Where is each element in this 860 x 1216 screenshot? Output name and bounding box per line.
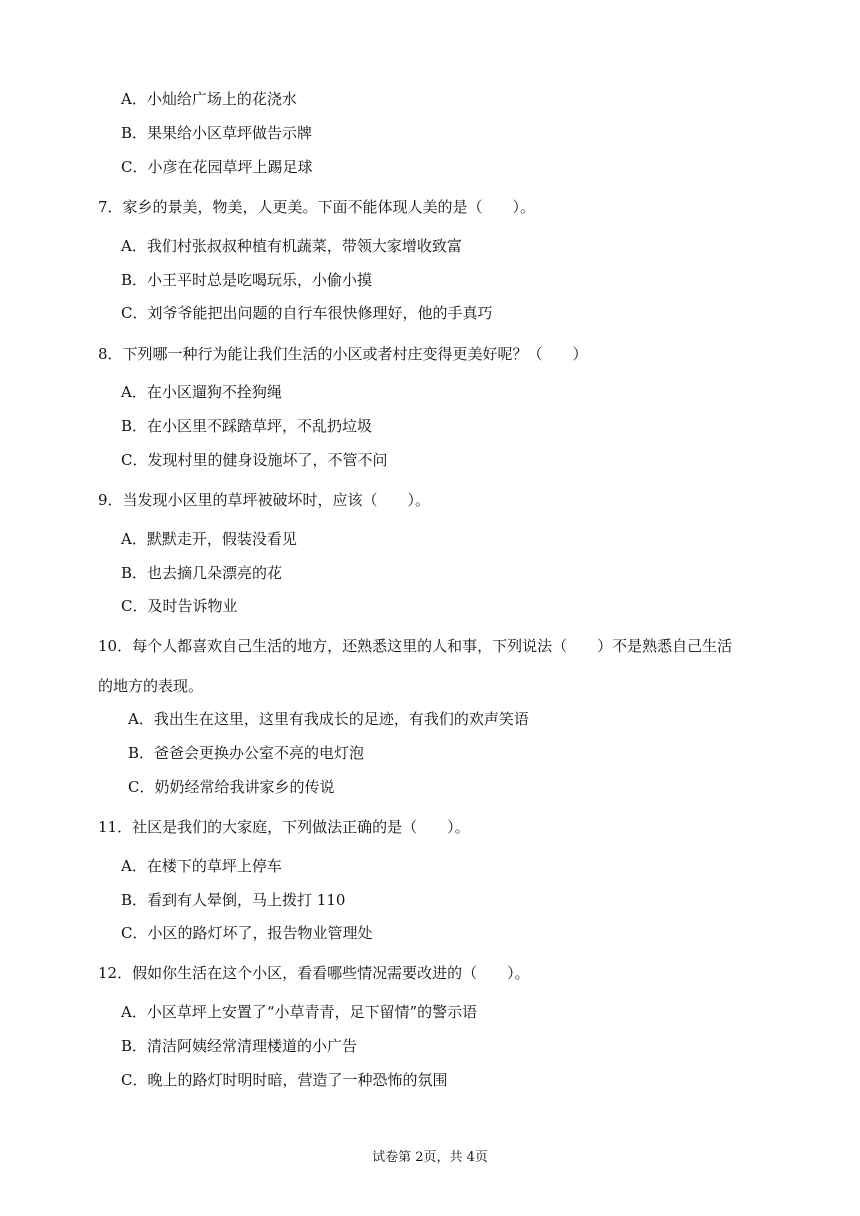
q8-stem: 8．下列哪一种行为能让我们生活的小区或者村庄变得更美好呢？（ ）: [98, 345, 588, 363]
q12-option-b: B．清洁阿姨经常清理楼道的小广告: [121, 1037, 358, 1055]
q8-option-a: A．在小区遛狗不拴狗绳: [121, 383, 282, 401]
q8-option-b: B．在小区里不踩踏草坪，不乱扔垃圾: [121, 417, 373, 435]
q7-stem: 7．家乡的景美，物美，人更美。下面不能体现人美的是（ ）。: [98, 198, 536, 216]
q7-option-c: C．刘爷爷能把出问题的自行车很快修理好，他的手真巧: [121, 304, 493, 322]
q6-option-a: A．小灿给广场上的花浇水: [121, 90, 297, 108]
q10-option-b: B．爸爸会更换办公室不亮的电灯泡: [128, 744, 365, 762]
q9-stem: 9．当发现小区里的草坪被破坏时，应该（ ）。: [98, 491, 431, 509]
q9-option-a: A．默默走开，假装没看见: [121, 530, 297, 548]
q11-option-b: B．看到有人晕倒，马上拨打 110: [121, 891, 346, 909]
q7-option-b: B．小王平时总是吃喝玩乐，小偷小摸: [121, 271, 373, 289]
q12-option-c: C．晚上的路灯时明时暗，营造了一种恐怖的氛围: [121, 1071, 448, 1089]
q8-option-c: C．发现村里的健身设施坏了，不管不问: [121, 451, 388, 469]
q11-option-c: C．小区的路灯坏了，报告物业管理处: [121, 924, 373, 942]
q9-option-b: B．也去摘几朵漂亮的花: [121, 564, 283, 582]
q7-option-a: A．我们村张叔叔种植有机蔬菜，带领大家增收致富: [121, 237, 462, 255]
q12-option-a: A．小区草坪上安置了“小草青青，足下留情”的警示语: [121, 1003, 478, 1021]
q10-option-a: A．我出生在这里，这里有我成长的足迹，有我们的欢声笑语: [128, 710, 529, 728]
q11-option-a: A．在楼下的草坪上停车: [121, 857, 282, 875]
q10-option-c: C．奶奶经常给我讲家乡的传说: [128, 778, 335, 796]
q9-option-c: C．及时告诉物业: [121, 597, 238, 615]
q12-stem: 12．假如你生活在这个小区，看看哪些情况需要改进的（ ）。: [98, 964, 530, 982]
q10-stem-line2: 的地方的表现。: [98, 677, 204, 695]
q6-option-b: B．果果给小区草坪做告示牌: [121, 124, 313, 142]
q6-option-c: C．小彦在花园草坪上踢足球: [121, 158, 313, 176]
q11-stem: 11．社区是我们的大家庭，下列做法正确的是（ ）。: [98, 818, 470, 836]
q10-stem-line1: 10．每个人都喜欢自己生活的地方，还熟悉这里的人和事，下列说法（ ）不是熟悉自己生活: [98, 637, 733, 655]
page-footer: 试卷第 2页，共 4页: [372, 1150, 488, 1165]
